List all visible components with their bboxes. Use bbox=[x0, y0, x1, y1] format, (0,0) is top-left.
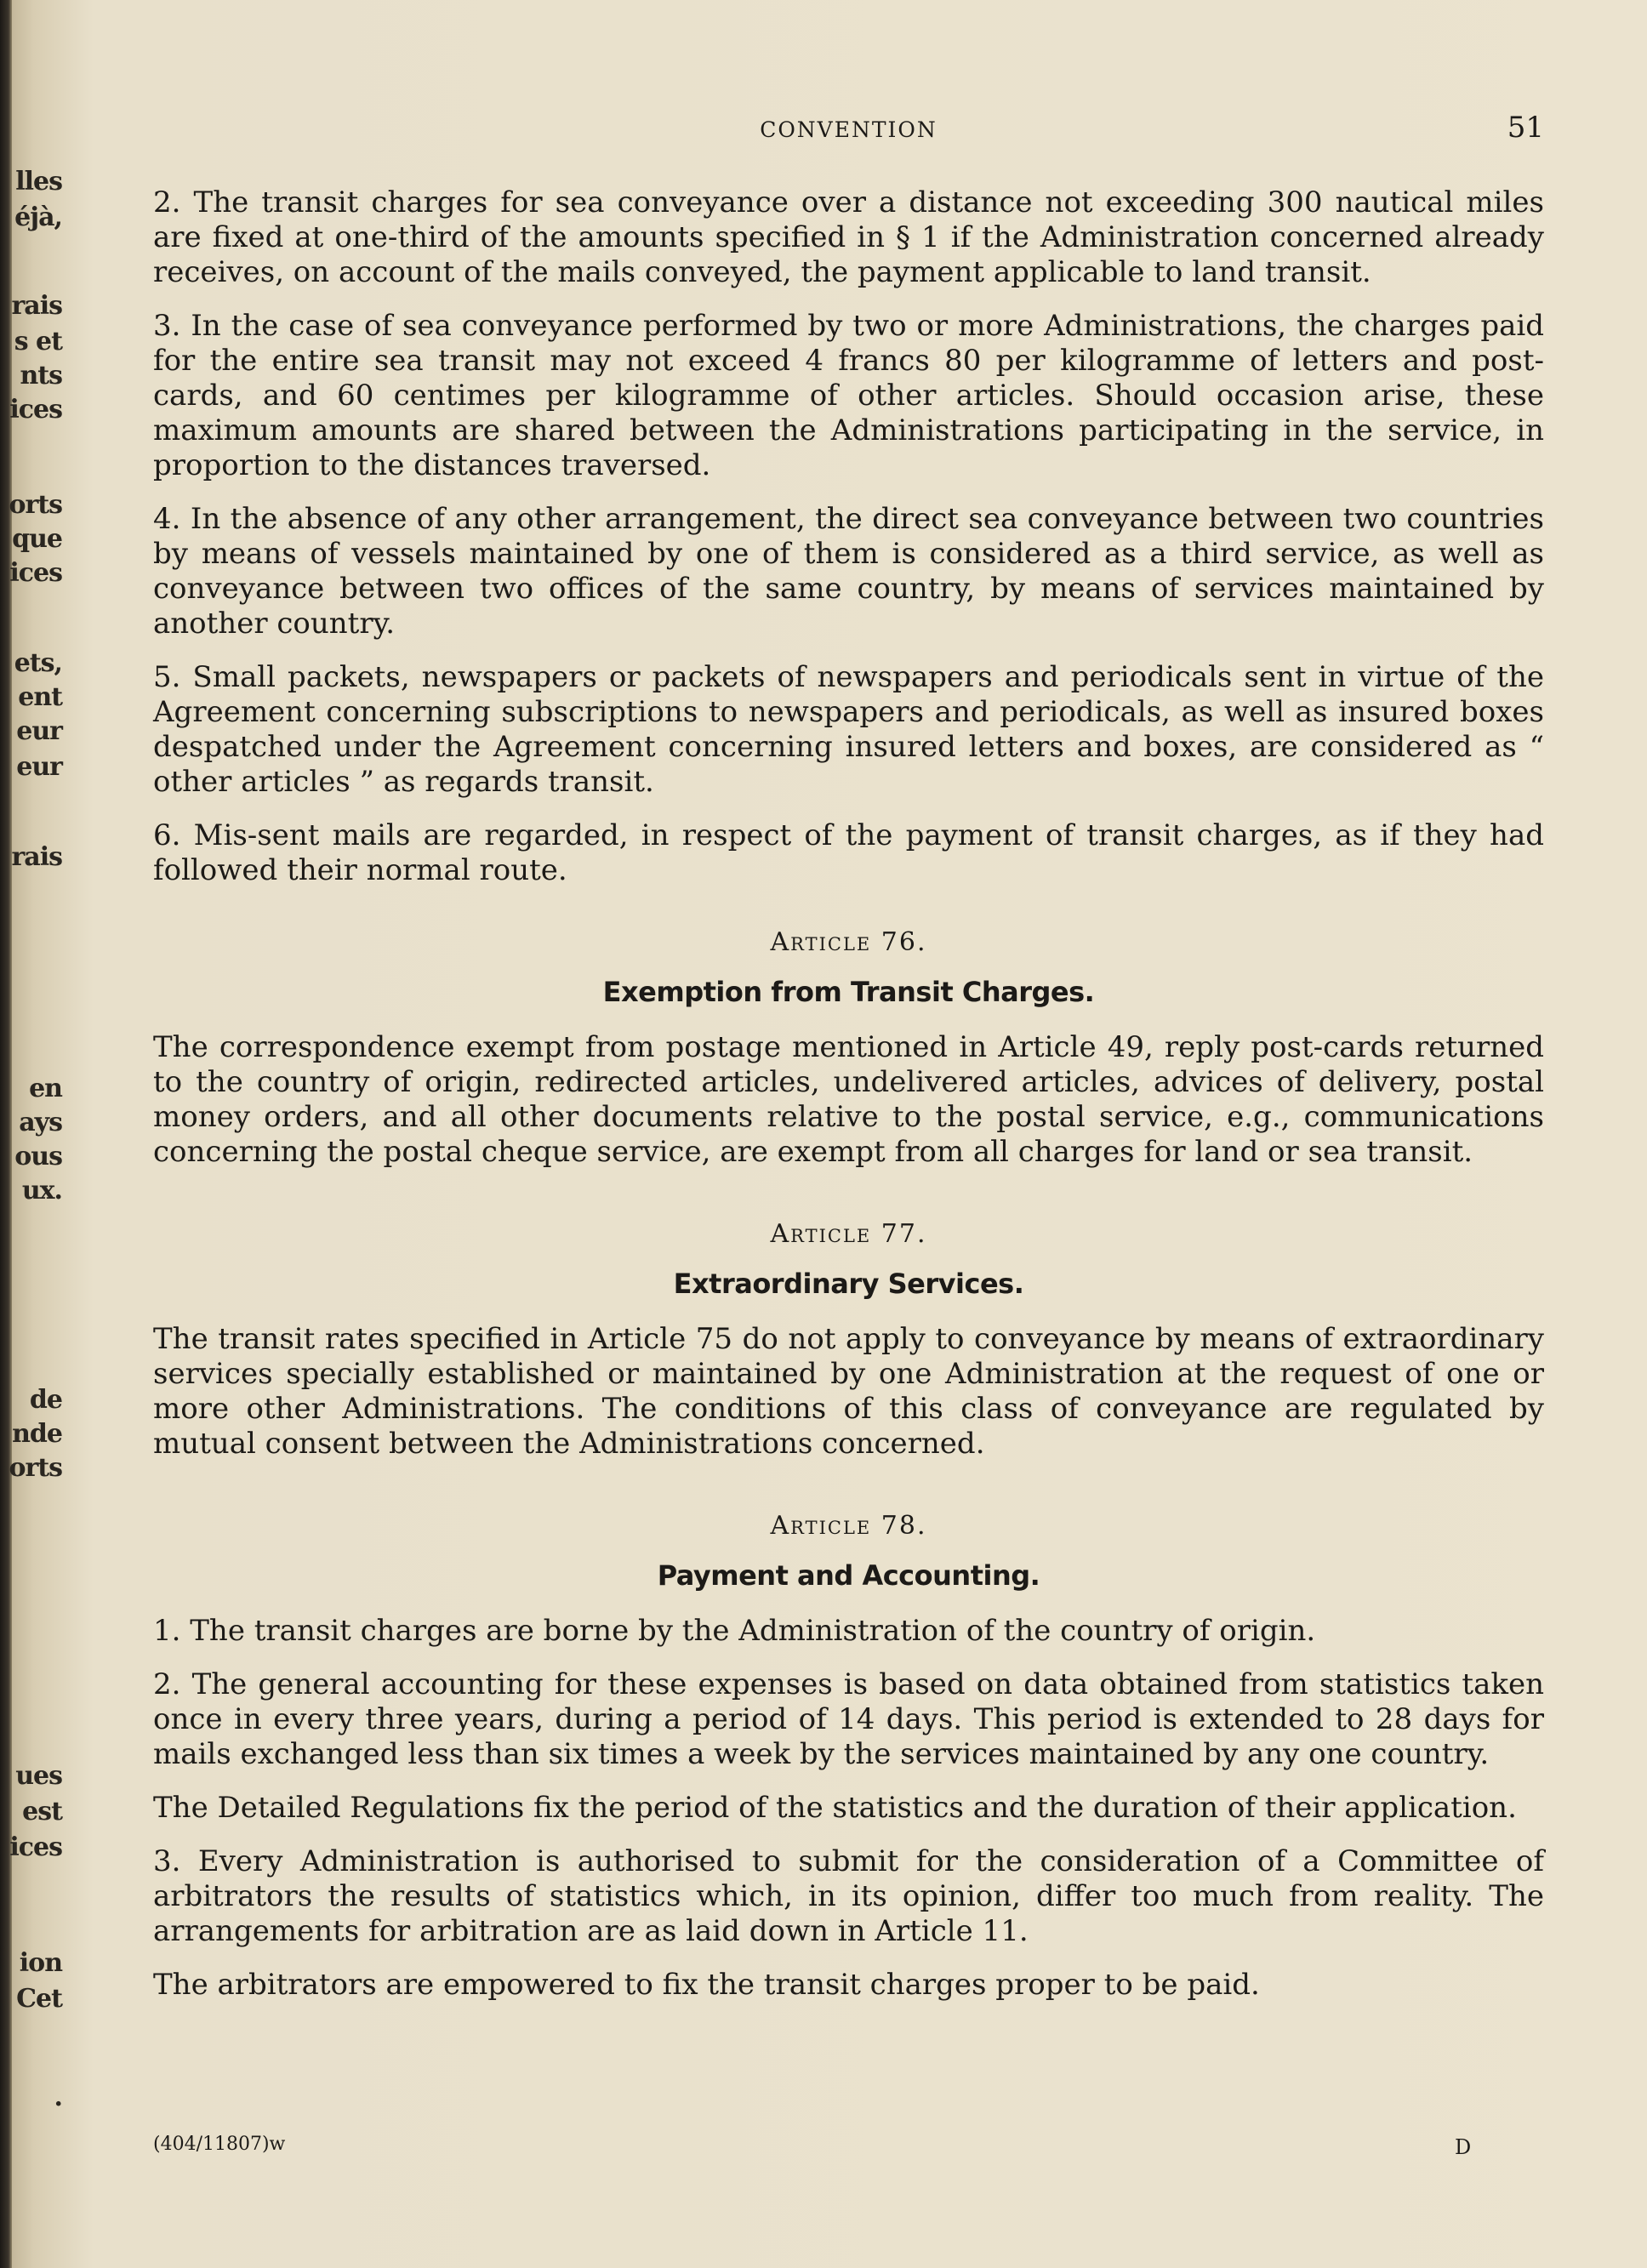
page-header bbox=[153, 102, 1544, 153]
facing-fragment: eur bbox=[16, 752, 62, 782]
facing-fragment: eur bbox=[16, 716, 62, 746]
article-76-title: Exemption from Transit Charges. bbox=[602, 976, 1095, 1008]
article-77-heading: Article 77. bbox=[770, 1219, 927, 1249]
paragraph: 2. The transit charges for sea conveyance over a distance not exceeding 300 nautical miles are fixed at one-third of the amounts specified in § 1 if the Administration concerned already receives, on account of the mails conveyed, the payment applicable to land transit. bbox=[153, 185, 1544, 289]
facing-page-fragments bbox=[0, 0, 81, 2268]
page-body bbox=[153, 102, 1544, 2003]
facing-fragment: ices bbox=[9, 395, 62, 425]
facing-fragment: éjà, bbox=[14, 202, 62, 232]
page-number: 51 bbox=[1507, 111, 1544, 145]
paragraph: The transit rates specified in Article 75 do not apply to conveyance by means of extraordinary services specially established or maintained by one Administration at the request of one or more other Administrations. The conditions of this class of conveyance are regulated by mutual consent between the Administrations concerned. bbox=[153, 1322, 1544, 1461]
paragraph: 6. Mis-sent mails are regarded, in respect of the payment of transit charges, as if they had followed their normal route. bbox=[153, 818, 1544, 887]
page-footer bbox=[153, 2134, 1544, 2168]
paragraph: The arbitrators are empowered to fix the transit charges proper to be paid. bbox=[153, 1968, 1260, 2002]
article-78-title: Payment and Accounting. bbox=[657, 1559, 1040, 1592]
facing-fragment: ays bbox=[19, 1108, 62, 1137]
facing-fragment: en bbox=[29, 1074, 62, 1103]
facing-fragment: s et bbox=[14, 327, 62, 356]
facing-fragment: nts bbox=[20, 361, 62, 390]
facing-fragment: rais bbox=[11, 291, 62, 321]
running-head: CONVENTION bbox=[760, 117, 937, 142]
paragraph: The correspondence exempt from postage mentioned in Article 49, reply post-cards returned to the country of origin, redirected articles, undelivered articles, advices of delivery, postal money orders, and all other documents relative to the postal service, e.g., communications concerning the postal cheque service, are exempt from all charges for land or sea transit. bbox=[153, 1030, 1544, 1169]
paragraph: 5. Small packets, newspapers or packets of newspapers and periodicals sent in virtue of the Agreement concerning subscriptions to newspapers and periodicals, as well as insured boxes despatched under the Agreement concerning insured letters and boxes, are considered as “ other articles ” as regards transit. bbox=[153, 660, 1544, 799]
facing-fragment: de bbox=[29, 1385, 62, 1415]
facing-fragment: Cet bbox=[16, 1984, 62, 2014]
paragraph: 3. In the case of sea conveyance performed by two or more Administrations, the charges paid for the entire sea transit may not exceed 4 francs 80 per kilogramme of letters and post-cards, and 60 centimes per kilogramme of other articles. Should occasion arise, these maximum amounts are shared between the Administrations participating in the service, in proportion to the distances traversed. bbox=[153, 309, 1544, 482]
facing-fragment: orts bbox=[9, 1453, 62, 1483]
facing-fragment: ues bbox=[15, 1761, 62, 1791]
facing-fragment: ets, bbox=[14, 648, 62, 678]
facing-fragment: que bbox=[12, 524, 62, 554]
paragraph: The Detailed Regulations fix the period of the statistics and the duration of their application. bbox=[153, 1791, 1517, 1825]
facing-fragment: ion bbox=[19, 1948, 62, 1978]
paragraph: 2. The general accounting for these expenses is based on data obtained from statistics taken once in every three years, during a period of 14 days. This period is extended to 28 days for mails exchanged less than six times a week by the services maintained by any one country. bbox=[153, 1667, 1544, 1771]
paragraph: 4. In the absence of any other arrangement, the direct sea conveyance between two countries by means of vessels maintained by one of them is considered as a third service, as well as conveyance between two offices of the same country, by means of services maintained by another country. bbox=[153, 502, 1544, 641]
signature-mark: D bbox=[1455, 2135, 1472, 2159]
paragraph: 1. The transit charges are borne by the Administration of the country of origin. bbox=[153, 1614, 1316, 1648]
facing-fragment: ices bbox=[9, 1832, 62, 1862]
paragraph: 3. Every Administration is authorised to submit for the consideration of a Committee of arbitrators the results of statistics which, in its opinion, differ too much from reality. The arrangements for arbitration are as laid down in Article 11. bbox=[153, 1844, 1544, 1948]
print-code: (404/11807)w bbox=[153, 2134, 286, 2155]
facing-fragment: orts bbox=[9, 490, 62, 520]
facing-fragment: ent bbox=[18, 682, 62, 712]
facing-fragment: ous bbox=[14, 1142, 62, 1171]
article-76-heading: Article 76. bbox=[770, 927, 927, 957]
article-77-title: Extraordinary Services. bbox=[673, 1268, 1024, 1300]
facing-fragment: ices bbox=[9, 558, 62, 588]
facing-fragment: . bbox=[54, 2083, 62, 2112]
facing-fragment: ux. bbox=[21, 1176, 62, 1205]
facing-fragment: rais bbox=[11, 842, 62, 872]
facing-fragment: nde bbox=[12, 1419, 62, 1449]
article-78-heading: Article 78. bbox=[770, 1511, 927, 1541]
facing-fragment: lles bbox=[15, 167, 62, 197]
facing-fragment: est bbox=[22, 1797, 62, 1826]
